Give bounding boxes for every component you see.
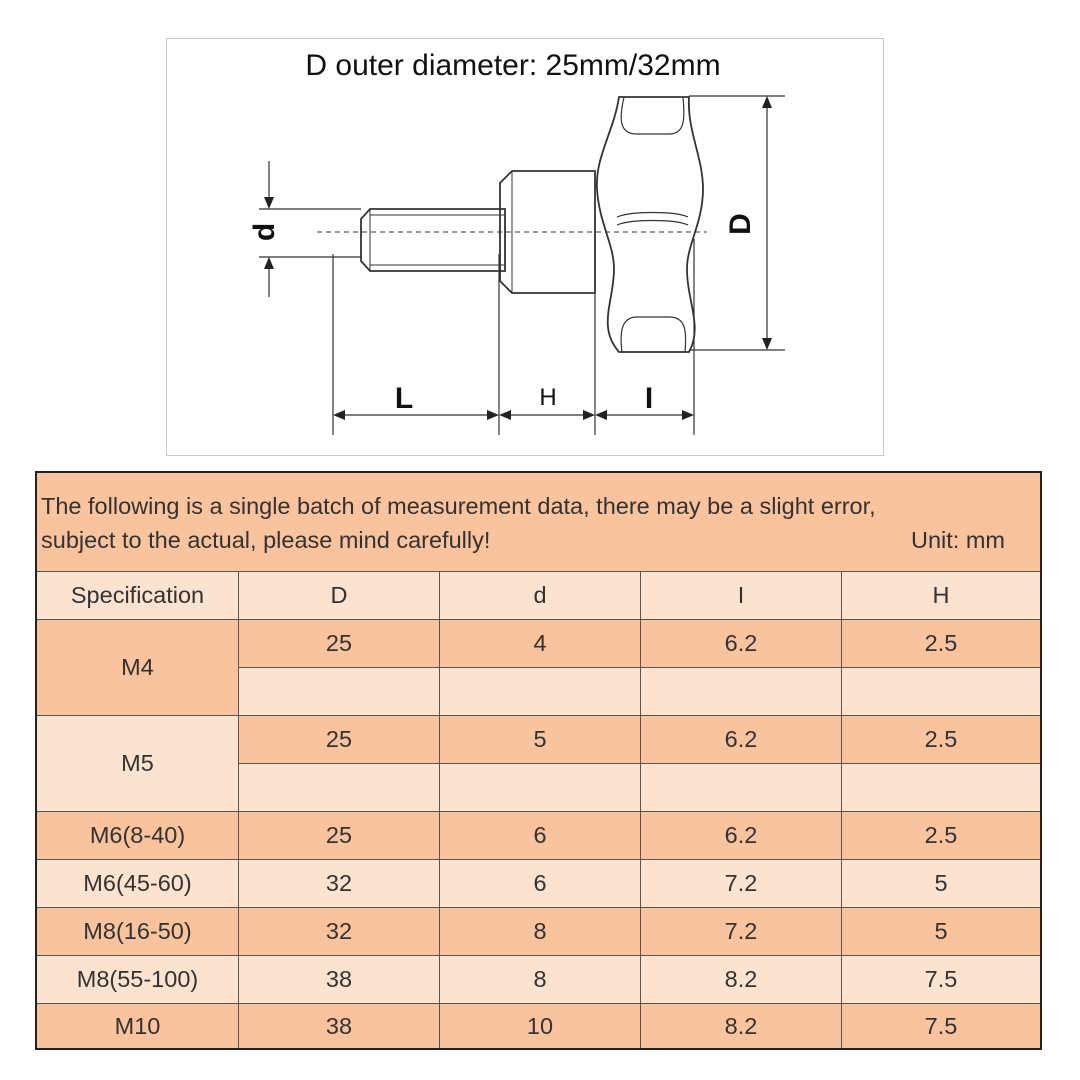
arrow-head [333,410,345,420]
value-cell: 8.2 [641,1004,842,1048]
notice-line-1: The following is a single batch of measurement data, there may be a slight error, [41,493,876,519]
value-cell: 7.2 [641,908,842,956]
header-I: I [641,572,842,620]
arrow-head [499,410,511,420]
spec-cell: M8(16-50) [37,908,239,956]
arrow-head [682,410,694,420]
arrow-head [762,338,772,350]
empty-cell [641,764,842,812]
value-cell: 5 [440,716,641,764]
empty-cell [239,764,440,812]
knob-groove [617,213,688,218]
value-cell: 7.5 [842,956,1040,1004]
header-H: H [842,572,1040,620]
knob-groove [617,221,688,226]
spec-cell: M4 [37,620,239,716]
arrow-head [487,410,499,420]
label-I: I [644,382,654,415]
value-cell: 10 [440,1004,641,1048]
spec-cell: M6(8-40) [37,812,239,860]
value-cell: 5 [842,908,1040,956]
header-D: D [239,572,440,620]
value-cell: 2.5 [842,716,1040,764]
arrow-head [264,197,274,209]
value-cell: 4 [440,620,641,668]
shaft-outline [361,209,505,271]
knob-groove [621,317,686,352]
spec-cell: M5 [37,716,239,812]
value-cell: 8 [440,908,641,956]
value-cell: 32 [239,908,440,956]
value-cell: 38 [239,956,440,1004]
arrow-head [264,257,274,269]
value-cell: 6.2 [641,812,842,860]
diagram-frame [166,38,884,456]
value-cell: 32 [239,860,440,908]
spec-grid [37,572,1040,1048]
label-d: d [248,222,281,242]
empty-cell [842,668,1040,716]
empty-cell [641,668,842,716]
empty-cell [239,668,440,716]
empty-cell [440,668,641,716]
value-cell: 2.5 [842,620,1040,668]
empty-cell [440,764,641,812]
diagram-title: D outer diameter: 25mm/32mm [305,49,721,82]
label-D: D [724,213,757,235]
label-L: L [394,382,414,415]
value-cell: 25 [239,812,440,860]
value-cell: 6.2 [641,716,842,764]
value-cell: 7.2 [641,860,842,908]
value-cell: 8.2 [641,956,842,1004]
notice-line-2: subject to the actual, please mind carefully! [41,527,491,553]
value-cell: 2.5 [842,812,1040,860]
screw-knob-diagram [167,39,883,455]
value-cell: 5 [842,860,1040,908]
value-cell: 6.2 [641,620,842,668]
value-cell: 25 [239,716,440,764]
value-cell: 38 [239,1004,440,1048]
empty-cell [842,764,1040,812]
spec-table [35,471,1042,1050]
value-cell: 25 [239,620,440,668]
spec-cell: M6(45-60) [37,860,239,908]
header-specification: Specification [37,572,239,620]
unit-label: Unit: mm [911,527,1005,553]
spec-cell: M10 [37,1004,239,1048]
value-cell: 8 [440,956,641,1004]
value-cell: 6 [440,860,641,908]
spec-cell: M8(55-100) [37,956,239,1004]
arrow-head [583,410,595,420]
label-H: H [539,384,557,411]
value-cell: 6 [440,812,641,860]
knob-groove [621,97,684,134]
arrow-head [762,96,772,108]
header-d: d [440,572,641,620]
arrow-head [595,410,607,420]
value-cell: 7.5 [842,1004,1040,1048]
measurement-notice [37,473,1040,572]
